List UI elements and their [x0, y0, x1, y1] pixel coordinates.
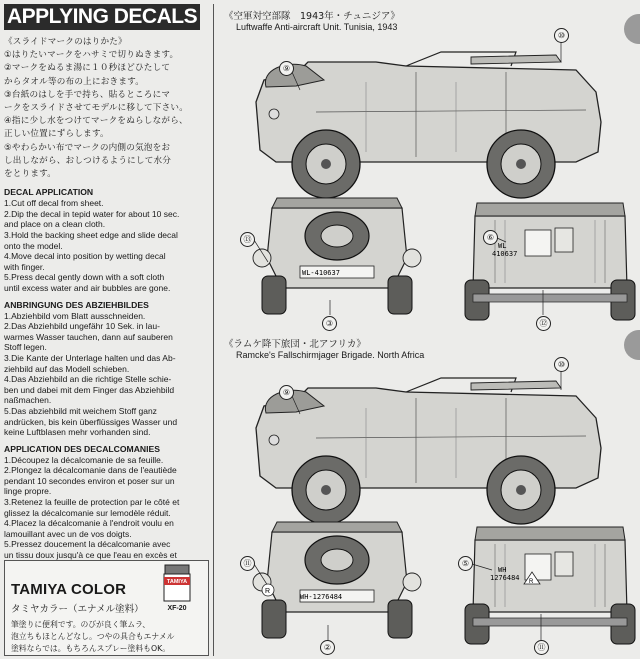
step-line: onto the model.	[4, 240, 63, 251]
scheme1-title-jp: 《空軍対空部隊 1943年・チュニジア》	[224, 11, 400, 22]
step-line: 4.Move decal into position by wetting decal	[4, 251, 166, 262]
step-line: ben und dabei mit dem Finger das Abziehbild	[4, 384, 175, 395]
scheme2-title-jp: 《ラムケ降下旅団・北アフリカ》	[224, 339, 366, 350]
scheme1-title-en: Luftwaffe Anti-aircraft Unit. Tunisia, 1943	[236, 22, 398, 32]
decal-callout: ⑨	[279, 385, 294, 400]
tamiya-text-line: 筆塗りに便利です。のびが良く筆ムラ、	[11, 620, 151, 629]
step-line: linge propre.	[4, 486, 52, 497]
step-line: un tissu doux jusqu'à ce que l'eau en excès et	[4, 550, 177, 561]
rear-plate-line1: WL	[498, 242, 507, 250]
step-line: 3.Hold the backing sheet edge and slide decal	[4, 230, 178, 241]
decal-callout: ②	[320, 640, 335, 655]
step-line: 1.Abziehbild vom Blatt ausschneiden.	[4, 310, 146, 321]
jp-line: ②マークをぬるま湯に１０秒ほどひたして	[4, 63, 171, 74]
vehicle-front-view	[253, 522, 421, 638]
tamiya-color-title: TAMIYA COLOR	[11, 581, 127, 598]
sign-letter: R	[529, 579, 534, 585]
jp-line: からタオル等の布の上におきます。	[4, 76, 145, 87]
rear-plate-line2: 410637	[492, 250, 518, 258]
step-line: Stoff legen.	[4, 342, 47, 353]
step-line: andrücken, bis kein überflüssiges Wasser und	[4, 416, 178, 427]
step-line: with finger.	[4, 261, 45, 272]
jp-line: ④指に少し水をつけてマークをぬらしながら、	[4, 116, 188, 127]
page-title: APPLYING DECALS	[4, 4, 200, 30]
step-line: glissez la décalcomanie sur lemodèle réduit.	[4, 507, 171, 518]
scheme2-title-en: Ramcke's Fallschirmjager Brigade. North Africa	[236, 350, 425, 360]
decal-callout: ⑪	[240, 556, 255, 571]
decal-callout: ⑬	[240, 232, 255, 247]
jp-line: 《スライドマークのはりかた》	[4, 37, 127, 47]
step-line: 5.Pressez doucement la décalcomanie avec	[4, 539, 171, 550]
decal-callout: ⑨	[279, 61, 294, 76]
tamiya-text-line: 塗料ならでは。もちろんスプレー塗料もOK。	[11, 644, 170, 653]
step-line: 2.Dip the decal in tepid water for about 10 sec.	[4, 208, 180, 219]
jar-brand: TAMIYA	[166, 579, 188, 585]
vehicle-rear-view	[465, 203, 635, 320]
decal-callout: ⑪	[534, 640, 549, 655]
tamiya-text-line: 泡立ちもほとんどなし。つやの具合もエナメル	[11, 632, 175, 641]
vehicle-rear-view	[465, 527, 635, 644]
step-line: 3.Die Kante der Unterlage halten und das Ab-	[4, 352, 176, 363]
french-title: APPLICATION DES DECALCOMANIES	[4, 443, 160, 454]
vehicle-side-view	[256, 52, 601, 198]
step-line: pendant 10 secondes environ et poser sur un	[4, 475, 175, 486]
step-line: 5.Das abziehbild mit weichem Stoff ganz	[4, 405, 157, 416]
step-line: 3.Retenez la feuille de protection par le côté et	[4, 497, 180, 508]
rear-plate-line1: WH	[498, 566, 507, 574]
step-line: 4.Das Abziehbild an die richtige Stelle schie-	[4, 374, 172, 385]
decal-callout: ⑩	[554, 28, 569, 43]
step-line: naßmachen.	[4, 395, 52, 406]
jp-line: ⑤やわらかい布でマークの内側の気泡をお	[4, 142, 171, 153]
jp-line: 正しい位置にずらします。	[4, 129, 109, 140]
rear-plate-line2: 1276484	[490, 574, 520, 582]
decal-callout: ⑤	[458, 556, 473, 571]
front-license-plate: WL-410637	[302, 269, 340, 277]
decal-callout: ⑩	[554, 357, 569, 372]
sign-letter: R	[265, 588, 271, 595]
step-line: keine Luftblasen mehr vorhanden sind.	[4, 427, 151, 438]
step-line: 5.Press decal gently down with a soft cloth	[4, 272, 165, 283]
decal-callout: ⑥	[483, 230, 498, 245]
jp-line: をとります。	[4, 169, 57, 180]
jp-line: ①はりたいマークをハサミで切りぬきます。	[4, 50, 179, 61]
step-line: 1.Cut off decal from sheet.	[4, 198, 104, 209]
step-line: warmes Wasser tauchen, dann auf sauberen	[4, 331, 173, 342]
jp-line: し出しながら、おしつけるようにして水分	[4, 155, 172, 166]
step-line: 4.Placez la décalcomanie à l'endroit voulu en	[4, 518, 174, 529]
step-line: 1.Découpez la décalcomanie de sa feuille.	[4, 454, 164, 465]
decal-callout: ③	[322, 316, 337, 331]
step-line: 2.Plongez la décalcomanie dans de l'eautiède	[4, 465, 177, 476]
paint-code: XF-20	[167, 605, 187, 612]
jp-line: ③台紙のはしを手で持ち、貼るところにマ	[4, 89, 171, 100]
step-line: lamouillant avec un de vos doigts.	[4, 528, 132, 539]
step-line: and place on a clean cloth.	[4, 219, 106, 230]
english-title: DECAL APPLICATION	[4, 187, 94, 198]
jp-line: ークをスライドさせてモデルに移して下さい。	[4, 103, 188, 114]
step-line: until excess water and air bubbles are gone.	[4, 282, 171, 293]
tamiya-color-subtitle: タミヤカラー（エナメル塗料）	[11, 604, 144, 615]
vehicle-front-view	[253, 198, 421, 314]
step-line: ziehbild auf das Modell schieben.	[4, 363, 130, 374]
vehicle-side-view	[256, 378, 601, 524]
german-title: ANBRINGUNG DES ABZIEHBILDES	[4, 299, 149, 310]
step-line: 2.Das Abziehbild ungefähr 10 Sek. in lau-	[4, 321, 160, 332]
decal-callout: ⑫	[536, 316, 551, 331]
front-license-plate: WH-1276484	[300, 593, 343, 601]
